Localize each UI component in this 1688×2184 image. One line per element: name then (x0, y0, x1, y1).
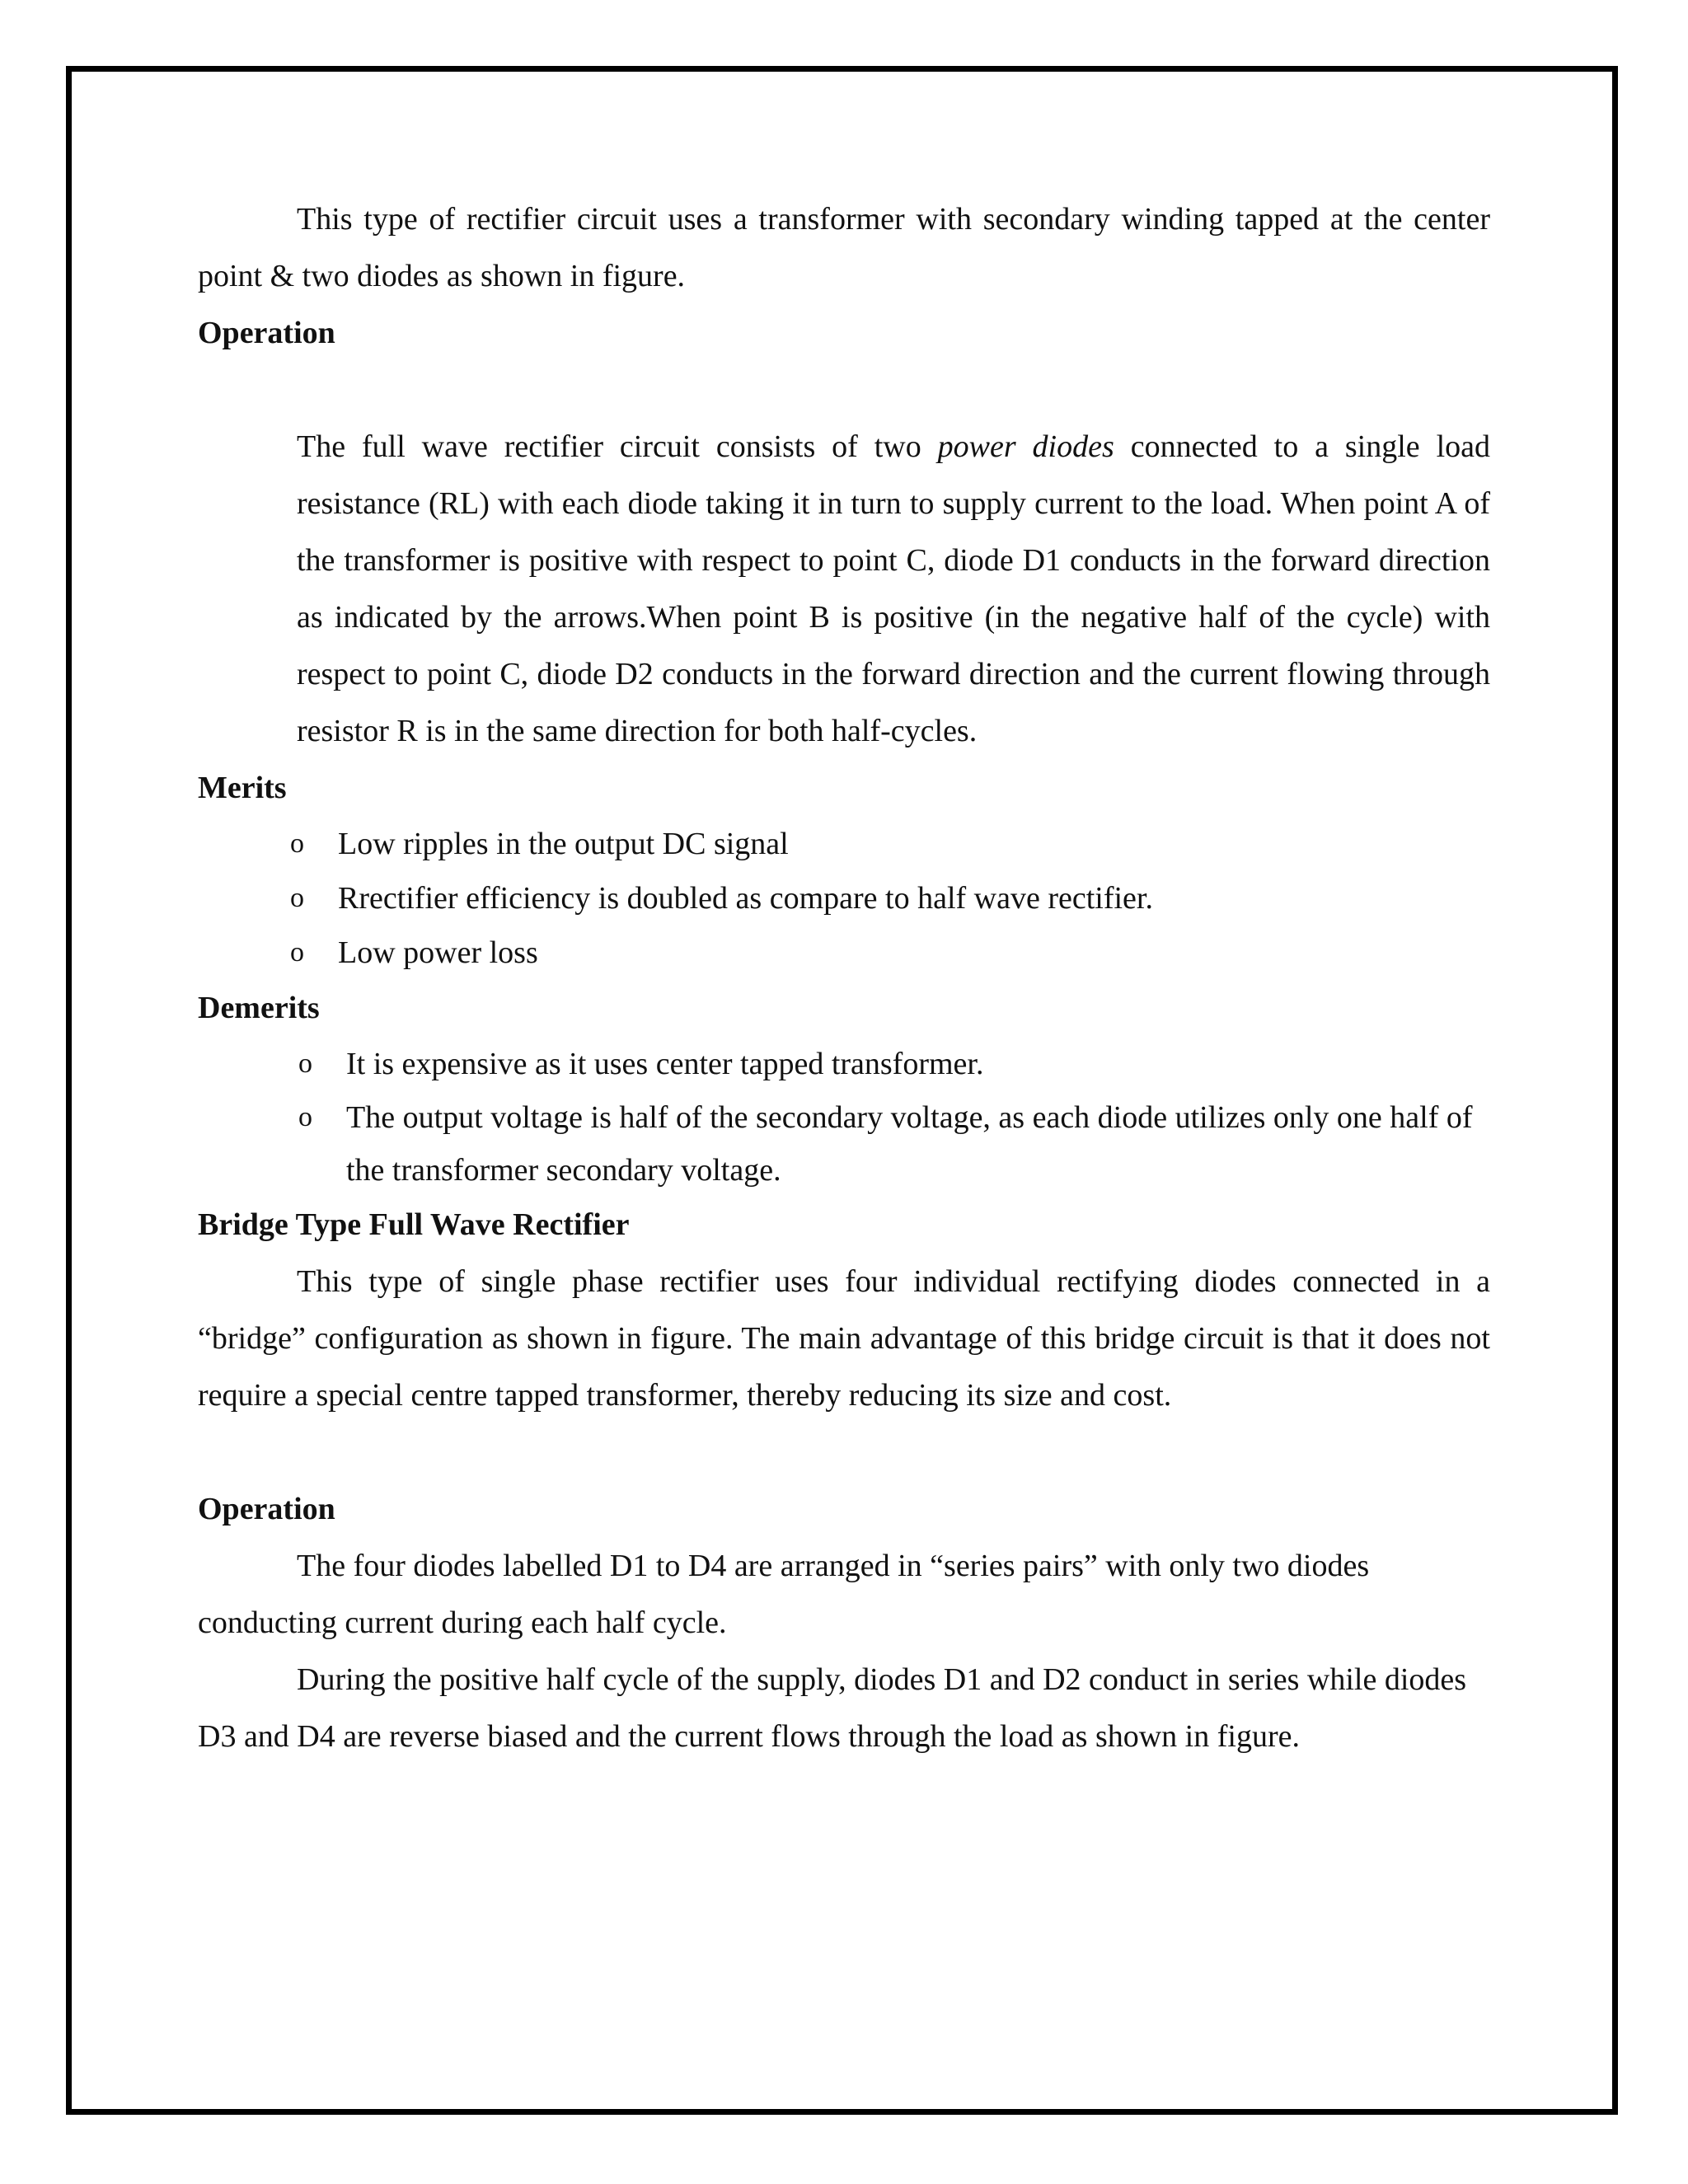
demerits-list (198, 1037, 1490, 1197)
bridge-paragraph: This type of single phase rectifier uses four individual rectifying diodes connected in a “bridge” configuration as shown in figure. The main advantage of this bridge circuit is that it does not require a special centre tapped transformer, thereby reducing its size and cost. (198, 1264, 1490, 1413)
list-item-text: The output voltage is half of the secondary voltage, as each diode utilizes only one half of the transformer secondary voltage. (346, 1100, 1473, 1188)
operation-heading: Operation (198, 1492, 335, 1526)
bullet-icon: o (290, 883, 304, 913)
operation-text-italic: power diodes (937, 429, 1114, 464)
operation-heading: Operation (198, 316, 335, 350)
list-item-text: Low power loss (338, 935, 538, 970)
operation-text-start: The full wave rectifier circuit consists of two (297, 429, 938, 464)
spacer (198, 1424, 1490, 1481)
list-item-text: It is expensive as it uses center tapped transformer. (346, 1047, 984, 1081)
bullet-icon: o (290, 937, 304, 968)
list-item (198, 926, 1490, 980)
list-item-text: Low ripples in the output DC signal (338, 827, 789, 861)
demerits-heading: Demerits (198, 991, 320, 1025)
list-item (198, 871, 1490, 926)
operation-paragraph: The four diodes labelled D1 to D4 are arranged in “series pairs” with only two diodes conducting current during each half cycle. (198, 1549, 1370, 1640)
bullet-icon: o (298, 1102, 312, 1132)
list-item (198, 1091, 1490, 1197)
spacer (198, 362, 1490, 419)
bridge-heading: Bridge Type Full Wave Rectifier (198, 1207, 630, 1242)
bullet-icon: o (298, 1048, 312, 1079)
document-content (198, 191, 1490, 1765)
intro-paragraph: This type of rectifier circuit uses a transformer with secondary winding tapped at the center point & two diodes as shown in figure. (198, 202, 1490, 293)
operation-paragraph: During the positive half cycle of the supply, diodes D1 and D2 conduct in series while diodes D3 and D4 are reverse biased and the current flows through the load as shown in figure. (198, 1662, 1467, 1754)
operation-paragraph (297, 419, 1490, 760)
list-item (198, 1037, 1490, 1091)
operation-text-end: connected to a single load resistance (RL) with each diode taking it in turn to supply current to the load. When point A of the transformer is positive with respect to point C, diode D1 conducts in the forward direction as indicated by the arrows.When point B is positive (in the negative half of the cycle) with respect to point C, diode D2 conducts in the forward direction and the current flowing through resistor R is in the same direction for both half-cycles. (297, 429, 1490, 748)
merits-list (198, 817, 1490, 980)
list-item (198, 817, 1490, 871)
bullet-icon: o (290, 828, 304, 859)
merits-heading: Merits (198, 771, 287, 805)
list-item-text: Rrectifier efficiency is doubled as compare to half wave rectifier. (338, 881, 1153, 916)
